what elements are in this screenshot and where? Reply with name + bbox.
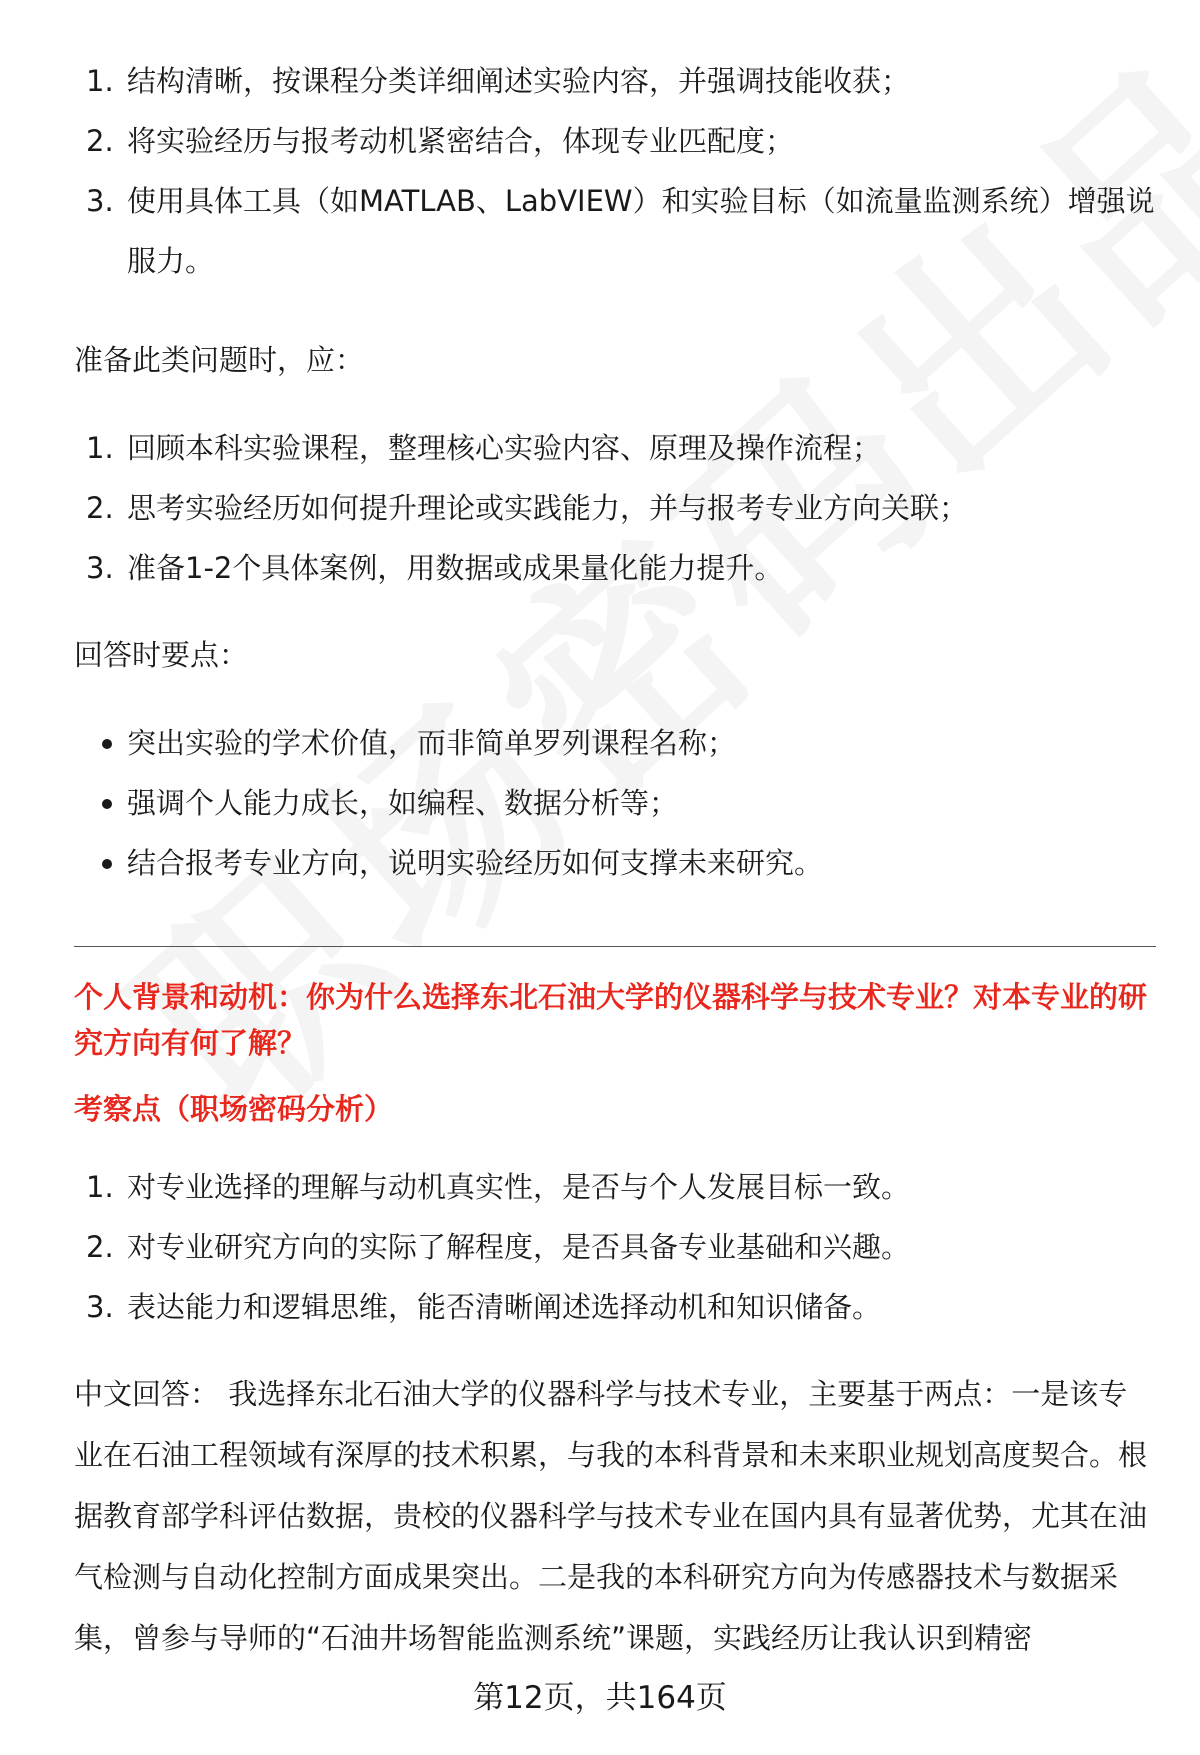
bullet-icon (102, 739, 112, 749)
list-number: 3. (86, 1290, 114, 1324)
question-heading: 个人背景和动机：你为什么选择东北石油大学的仪器科学与技术专业？对本专业的研究方向有何了解？ (74, 980, 1148, 1060)
prep-heading: 准备此类问题时，应： (74, 343, 365, 377)
bullet-text: 结合报考专业方向，说明实验经历如何支撑未来研究。 (127, 846, 824, 880)
answer-points-list (74, 713, 1156, 893)
bullet-text: 突出实验的学术价值，而非简单罗列课程名称； (127, 726, 737, 760)
list-text: 将实验经历与报考动机紧密结合，体现专业匹配度； (127, 124, 795, 158)
list-text: 结构清晰，按课程分类详细阐述实验内容，并强调技能收获； (127, 64, 911, 98)
focus-list (74, 1157, 1156, 1337)
prep-list (74, 418, 1156, 598)
section-divider (74, 946, 1156, 947)
list-item (74, 111, 1156, 171)
list-number: 3. (86, 184, 114, 218)
answer-paragraph: 中文回答： 我选择东北石油大学的仪器科学与技术专业，主要基于两点：一是该专业在石油工程领域有深厚的技术积累，与我的本科背景和未来职业规划高度契合。根据教育部学科评估数据，贵校的仪器科学与技术专业在国内具有显著优势，尤其在油气检测与自动化控制方面成果突出。二是我的本科研究方向为传感器技术与数据采集，曾参与导师的“石油井场智能监测系统”课题，实践经历让我认识到精密 (74, 1377, 1148, 1655)
list-item (74, 1217, 1156, 1277)
list-number: 3. (86, 551, 114, 585)
list-number: 2. (86, 124, 114, 158)
list-text: 思考实验经历如何提升理论或实践能力，并与报考专业方向关联； (127, 491, 969, 525)
bullet-item (74, 773, 1156, 833)
list-text: 表达能力和逻辑思维，能否清晰阐述选择动机和知识储备。 (127, 1290, 882, 1324)
list-number: 1. (86, 64, 114, 98)
list-item (74, 1157, 1156, 1217)
list-item (74, 171, 1156, 291)
list-item (74, 51, 1156, 111)
list-item (74, 478, 1156, 538)
bullet-icon (102, 799, 112, 809)
list-item (74, 1277, 1156, 1337)
list-text: 回顾本科实验课程，整理核心实验内容、原理及操作流程； (127, 431, 882, 465)
list-number: 1. (86, 431, 114, 465)
list-item (74, 418, 1156, 478)
list-number: 2. (86, 491, 114, 525)
answer-heading: 回答时要点： (74, 638, 249, 672)
list-number: 2. (86, 1230, 114, 1264)
bullet-icon (102, 859, 112, 869)
bullet-item (74, 713, 1156, 773)
page-footer: 第12页，共164页 (473, 1680, 727, 1716)
list-number: 1. (86, 1170, 114, 1204)
bullet-item (74, 833, 1156, 893)
tips-list (74, 51, 1156, 291)
list-text: 使用具体工具（如MATLAB、LabVIEW）和实验目标（如流量监测系统）增强说服力。 (127, 184, 1155, 278)
list-item (74, 538, 1156, 598)
bullet-text: 强调个人能力成长，如编程、数据分析等； (127, 786, 679, 820)
list-text: 准备1-2个具体案例，用数据或成果量化能力提升。 (127, 551, 784, 585)
focus-heading: 考察点（职场密码分析） (74, 1092, 394, 1126)
list-text: 对专业选择的理解与动机真实性，是否与个人发展目标一致。 (127, 1170, 911, 1204)
list-text: 对专业研究方向的实际了解程度，是否具备专业基础和兴趣。 (127, 1230, 911, 1264)
